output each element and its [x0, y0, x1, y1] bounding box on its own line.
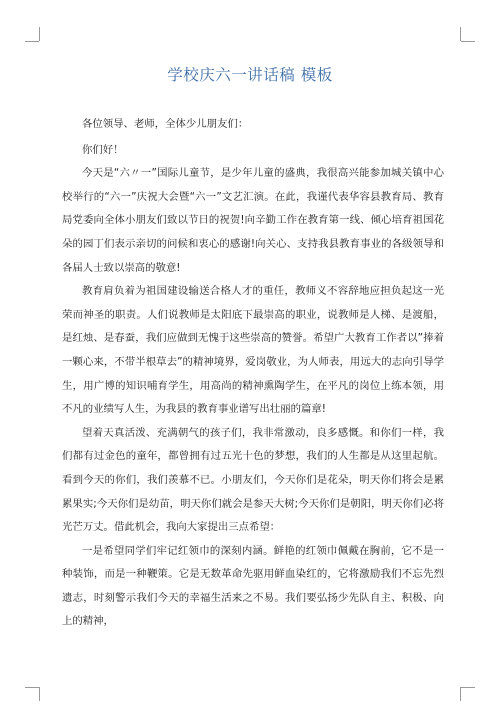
crop-mark-top-left: [39, 27, 40, 41]
document-body: [62, 113, 444, 634]
paragraph-greeting: 你们好！: [82, 143, 124, 156]
document-title: 学校庆六一讲话稿 模板: [167, 66, 333, 84]
paragraph-teachers: 教育肩负着为祖国建设输送合格人才的重任，教师义不容辞地应担负起这一光荣而神圣的职责。人们说教师是太阳底下最崇高的职业，说教师是人梯、是渡船，是红烛、是春蚕，我们应做到无愧于这些崇高的赞誉。希望广大教育工作者以”捧着一颗心来，不带半根草去”的精神境界，爱岗敬业，为人师表，用远大的志向引导学生，用广博的知识哺育学生，用高尚的精神熏陶学生，在平凡的岗位上练本领，用不凡的业绩写人生，为我县的教育事业谱写出壮丽的篇章!: [62, 285, 444, 416]
paragraph-children: 望着天真活泼、充满朝气的孩子们，我非常激动，良多感慨。和你们一样，我们都有过金色的童年，都曾拥有过五光十色的梦想，我们的人生都是从这里起航。看到今天的你们，我们羡慕不已。小朋友们，今天你们是花朵，明天你们将会是累累果实;今天你们是幼苗，明天你们就会是参天大树;今天你们是朝阳，明天你们必将光芒万丈。借此机会，我向大家提出三点希望：: [62, 426, 444, 534]
paragraph-hope-one: 一是希望同学们牢记红领巾的深刻内涵。鲜艳的红领巾佩戴在胸前，它不是一种装饰，而是一种鞭策。它是无数革命先驱用鲜血染红的，它将激励我们不忘先烈遗志，时刻警示我们今天的幸福生活来之不易。我们要弘扬少先队自主、积极、向上的精神，: [62, 544, 444, 628]
crop-mark-bottom-right: [460, 687, 461, 701]
crop-mark-top-left: [25, 41, 39, 42]
crop-mark-bottom-right: [461, 687, 475, 688]
crop-mark-bottom-left: [39, 687, 40, 701]
paragraph-salutation: 各位领导、老师，全体少儿朋友们：: [82, 118, 249, 130]
crop-mark-bottom-left: [25, 687, 39, 688]
crop-mark-top-right: [460, 27, 461, 41]
paragraph-opening: 今天是“六〃一”国际儿童节，是少年儿童的盛典，我很高兴能参加城关镇中心校举行的“六一”庆祝大会暨“六一”文艺汇演。在此，我谨代表华容县教育局、教育局党委向全体小朋友们致以节日的祝贺!向辛勤工作在教育第一线、倾心培育祖国花朵的园丁们表示亲切的问候和衷心的感谢!向关心、支持我县教育事业的各级领导和各届人士致以崇高的敬意!: [62, 167, 444, 274]
crop-mark-top-right: [461, 41, 475, 42]
